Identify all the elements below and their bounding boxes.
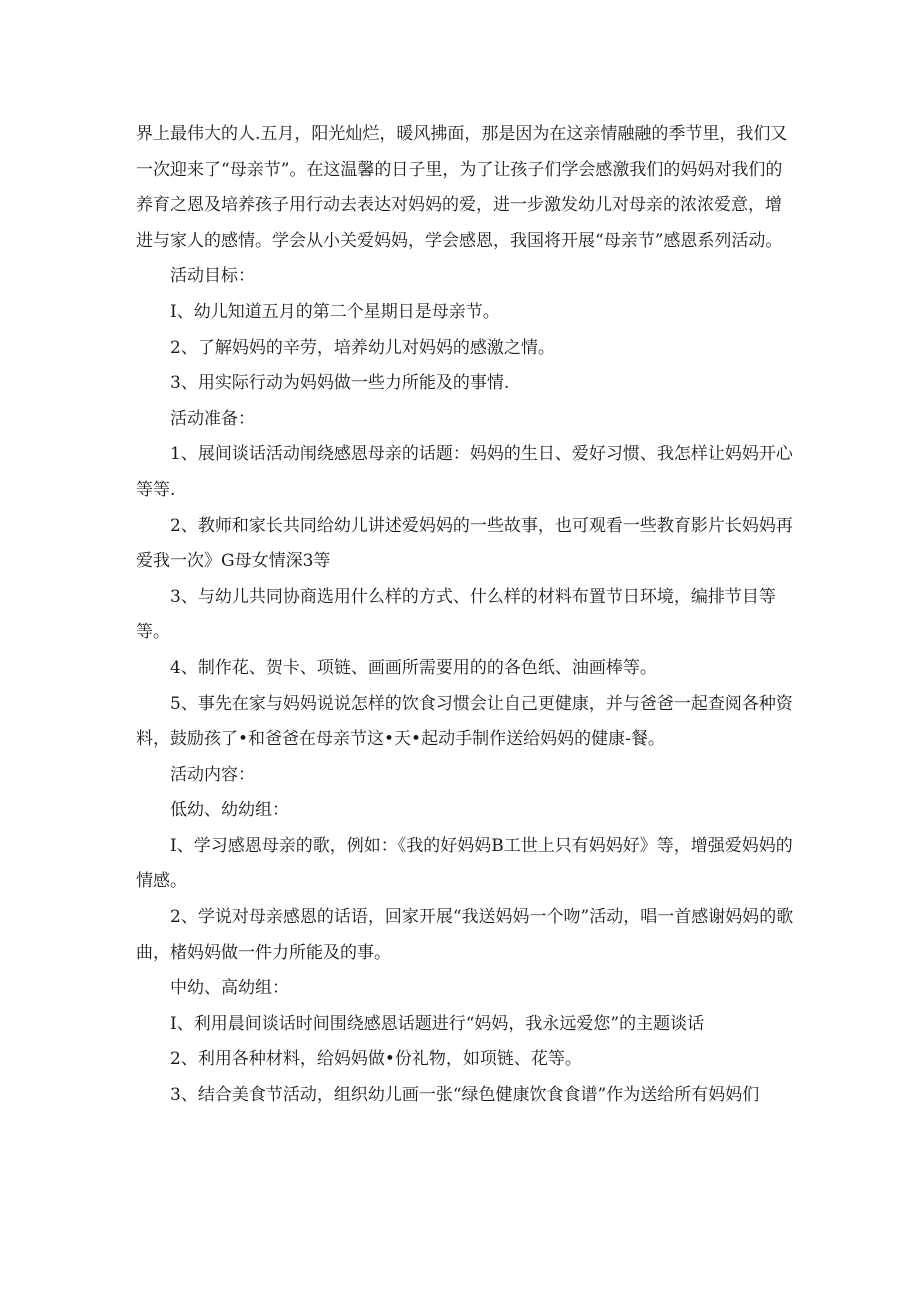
junior-item-2: 2、学说对母亲感恩的话语，回家开展“我送妈妈一个吻”活动，唱一首感谢妈妈的歌曲，楮妈妈做一件力所能及的事。 [136, 907, 794, 963]
senior-item-3: 3、结合美食节活动，组织幼儿画一张“绿色健康饮食食谱”作为送给所有妈妈们 [170, 1085, 760, 1106]
section-heading-content: 活动内容： [170, 764, 255, 785]
senior-item-1: I、利用晨间谈话时间围绕感恩话题进行“妈妈，我永远爱您”的主题谈话 [170, 1013, 705, 1034]
goal-item-3: 3、用实际行动为妈妈做一些力所能及的事情. [170, 373, 510, 394]
intro-paragraph: 界上最伟大的人.五月，阳光灿烂，暖风拂面，那是因为在这亲情融融的季节里，我们又一次迎来了“母亲节”。在这温馨的日子里，为了让孩子们学会感激我们的妈妈对我们的养育之恩及培养孩子用行动去表达对妈妈的爱，进一步激发幼儿对母亲的浓浓爱意，增进与家人的感情。学会从小关爱妈妈，学会感恩，我国将开展“母亲节”感恩系列活动。 [136, 124, 788, 251]
preparation-item-4: 4、制作花、贺卡、项链、画画所需要用的的各色纸、油画棒等。 [170, 657, 657, 678]
section-heading-goals: 活动目标： [170, 266, 255, 287]
senior-item-2: 2、利用各种材料，给妈妈做•份礼物，如项链、花等。 [170, 1049, 582, 1070]
preparation-item-3: 3、与幼儿共同协商选用什么样的方式、什么样的材料布置节日环境，编排节目等等。 [136, 586, 776, 643]
section-heading-preparation: 活动准备： [170, 408, 255, 429]
preparation-item-5: 5、事先在家与妈妈说说怎样的饮食习惯会让自己更健康，并与爸爸一起查阅各种资料，鼓励孩了•和爸爸在母亲节这•天•起动手制作送给妈妈的健康-餐。 [136, 693, 793, 750]
junior-item-1: I、学习感恩母亲的歌，例如：《我的好妈妈B工世上只有妈妈好》等，增强爱妈妈的情感。 [136, 835, 793, 892]
goal-item-1: I、幼儿知道五月的第二个星期日是母亲节。 [170, 301, 500, 322]
document-body [136, 117, 796, 1114]
preparation-item-2: 2、教师和家长共同给幼儿讲述爱妈妈的一些故事，也可观看一些教育影片长妈妈再爱我一次》G母女情深3等 [136, 515, 793, 572]
subsection-heading-junior: 低幼、幼幼组： [170, 800, 289, 821]
subsection-heading-senior: 中幼、高幼组： [170, 978, 289, 999]
goal-item-2: 2、了解妈妈的辛劳，培养幼儿对妈妈的感激之情。 [170, 337, 555, 358]
preparation-item-1: 1、展间谈话活动闱绕感恩母亲的话题：妈妈的生日、爱好习惯、我怎样让妈妈开心等等. [136, 444, 793, 500]
